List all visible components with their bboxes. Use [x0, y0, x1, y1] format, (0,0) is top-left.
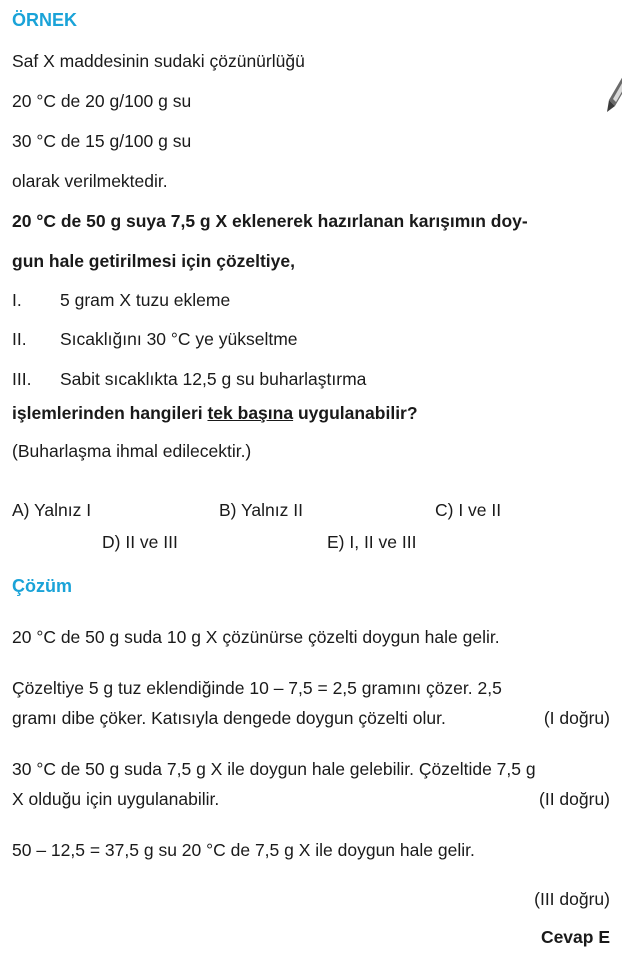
solution-paragraph-3-line-2: X olduğu için uygulanabilir.	[12, 789, 220, 809]
item-2	[12, 329, 298, 350]
option-e[interactable]: E) I, II ve III	[327, 532, 417, 552]
item-3	[12, 369, 366, 390]
option-a[interactable]: A) Yalnız I	[12, 500, 92, 520]
question-end-post: uygulanabilir?	[293, 403, 418, 423]
solution-paragraph-1: 20 °C de 50 g suda 10 g X çözünürse çözelti doygun hale gelir.	[12, 627, 500, 647]
intro-line: Saf X maddesinin sudaki çözünürlüğü	[12, 51, 305, 71]
solution-heading: Çözüm	[12, 576, 72, 596]
item-1	[12, 290, 230, 311]
option-c[interactable]: C) I ve II	[435, 500, 502, 520]
tag-iii-correct: (III doğru)	[534, 889, 610, 909]
solution-paragraph-2-line-2: gramı dibe çöker. Katısıyla dengede doygun çözelti olur.	[12, 708, 446, 728]
solution-paragraph-2-line-1: Çözeltiye 5 g tuz eklendiğinde 10 – 7,5 = 2,5 gramını çözer. 2,5	[12, 678, 502, 698]
question-line-2: gun hale getirilmesi için çözeltiye,	[12, 251, 295, 271]
tag-ii-correct: (II doğru)	[539, 789, 610, 809]
solubility-20c: 20 °C de 20 g/100 g su	[12, 91, 192, 111]
intro-end-line: olarak verilmektedir.	[12, 171, 168, 191]
question-end-underlined: tek başına	[207, 403, 294, 423]
item-2-text: Sıcaklığını 30 °C ye yükseltme	[60, 329, 298, 349]
question-end	[12, 403, 418, 424]
item-3-number: III.	[12, 369, 32, 389]
solution-paragraph-3-line-1: 30 °C de 50 g suda 7,5 g X ile doygun hale gelebilir. Çözeltide 7,5 g	[12, 759, 536, 779]
item-1-text: 5 gram X tuzu ekleme	[60, 290, 231, 310]
solution-paragraph-4: 50 – 12,5 = 37,5 g su 20 °C de 7,5 g X ile doygun hale gelir.	[12, 840, 475, 860]
option-b[interactable]: B) Yalnız II	[219, 500, 303, 520]
item-3-text: Sabit sıcaklıkta 12,5 g su buharlaştırma	[60, 369, 367, 389]
solubility-30c: 30 °C de 15 g/100 g su	[12, 131, 192, 151]
pen-icon	[605, 76, 622, 116]
example-heading: ÖRNEK	[12, 10, 78, 30]
question-line-1: 20 °C de 50 g suya 7,5 g X eklenerek hazırlanan karışımın doy-	[12, 211, 528, 231]
note: (Buharlaşma ihmal edilecektir.)	[12, 441, 252, 461]
option-d[interactable]: D) II ve III	[102, 532, 178, 552]
answer: Cevap E	[540, 927, 610, 947]
tag-i-correct: (I doğru)	[543, 708, 610, 728]
item-2-number: II.	[12, 329, 27, 349]
item-1-number: I.	[12, 290, 22, 310]
question-end-pre: işlemlerinden hangileri	[12, 403, 208, 423]
